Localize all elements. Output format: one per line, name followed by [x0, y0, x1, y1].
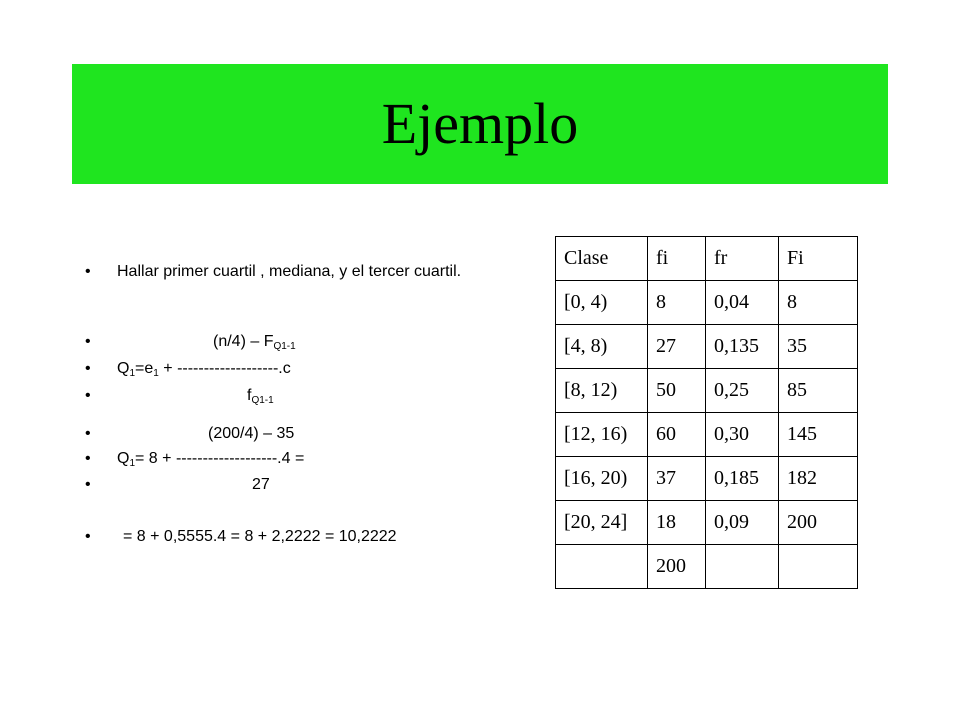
table-cell: 50: [648, 369, 706, 413]
header-cell: Fi: [779, 237, 858, 281]
table-cell: 35: [779, 325, 858, 369]
table-row: [556, 501, 858, 545]
table-cell: 0,30: [706, 413, 779, 457]
total-cell: 200: [648, 545, 706, 589]
table-row: [556, 325, 858, 369]
formula-text: (n/4) – F: [213, 333, 274, 350]
bullet-dot: •: [85, 387, 91, 404]
table-cell: [12, 16): [556, 413, 648, 457]
table-cell: 200: [779, 501, 858, 545]
table-cell: 0,185: [706, 457, 779, 501]
table-cell: 8: [779, 281, 858, 325]
table-cell: 85: [779, 369, 858, 413]
frequency-table: [555, 236, 858, 589]
formula-text: Q: [117, 360, 130, 377]
table-cell: 37: [648, 457, 706, 501]
table-cell: 182: [779, 457, 858, 501]
formula-text: f: [247, 387, 252, 404]
formula-subscript: 1: [129, 458, 136, 469]
bullet-dot: •: [85, 450, 91, 467]
formula-subscript: Q1-1: [251, 395, 274, 406]
table-cell: 0,25: [706, 369, 779, 413]
table-cell: 0,04: [706, 281, 779, 325]
formula-text: + -------------------.c: [158, 360, 291, 377]
table-row: [556, 369, 858, 413]
header-cell: fi: [648, 237, 706, 281]
bullet-text: Hallar primer cuartil , mediana, y el tercer cuartil.: [117, 263, 462, 280]
table-cell: [8, 12): [556, 369, 648, 413]
bullet-dot: •: [85, 528, 91, 545]
formula-text: =e: [135, 360, 154, 377]
bullet-dot: •: [85, 360, 91, 377]
table-cell: 0,135: [706, 325, 779, 369]
table-cell: 145: [779, 413, 858, 457]
table-cell: 18: [648, 501, 706, 545]
table-cell: [16, 20): [556, 457, 648, 501]
table-cell: 0,09: [706, 501, 779, 545]
table-row: [556, 281, 858, 325]
table-cell: [779, 545, 858, 589]
table-cell: 27: [648, 325, 706, 369]
formula-subscript: Q1-1: [273, 341, 296, 352]
table-cell: [0, 4): [556, 281, 648, 325]
table-row: [556, 413, 858, 457]
header-cell: fr: [706, 237, 779, 281]
formula-text: = 8 + -------------------.4 =: [135, 450, 305, 467]
table-cell: [4, 8): [556, 325, 648, 369]
bullet-dot: •: [85, 425, 91, 442]
table-row: [556, 457, 858, 501]
table-cell: [706, 545, 779, 589]
formula-subscript: 1: [129, 368, 136, 379]
table-cell: 8: [648, 281, 706, 325]
slide-title: Ejemplo: [381, 91, 579, 156]
table-cell: 60: [648, 413, 706, 457]
table-header-row: [556, 237, 858, 281]
bullet-text: 27: [252, 476, 270, 493]
bullet-text: = 8 + 0,5555.4 = 8 + 2,2222 = 10,2222: [123, 528, 397, 545]
table-total-row: [556, 545, 858, 589]
table-cell: [20, 24]: [556, 501, 648, 545]
formula-text: Q: [117, 450, 130, 467]
table-cell: [556, 545, 648, 589]
bullet-dot: •: [85, 263, 91, 280]
bullet-text: (200/4) – 35: [208, 425, 295, 442]
bullet-dot: •: [85, 476, 91, 493]
formula-subscript: 1: [153, 368, 159, 379]
bullet-dot: •: [85, 333, 91, 350]
header-cell: Clase: [556, 237, 648, 281]
